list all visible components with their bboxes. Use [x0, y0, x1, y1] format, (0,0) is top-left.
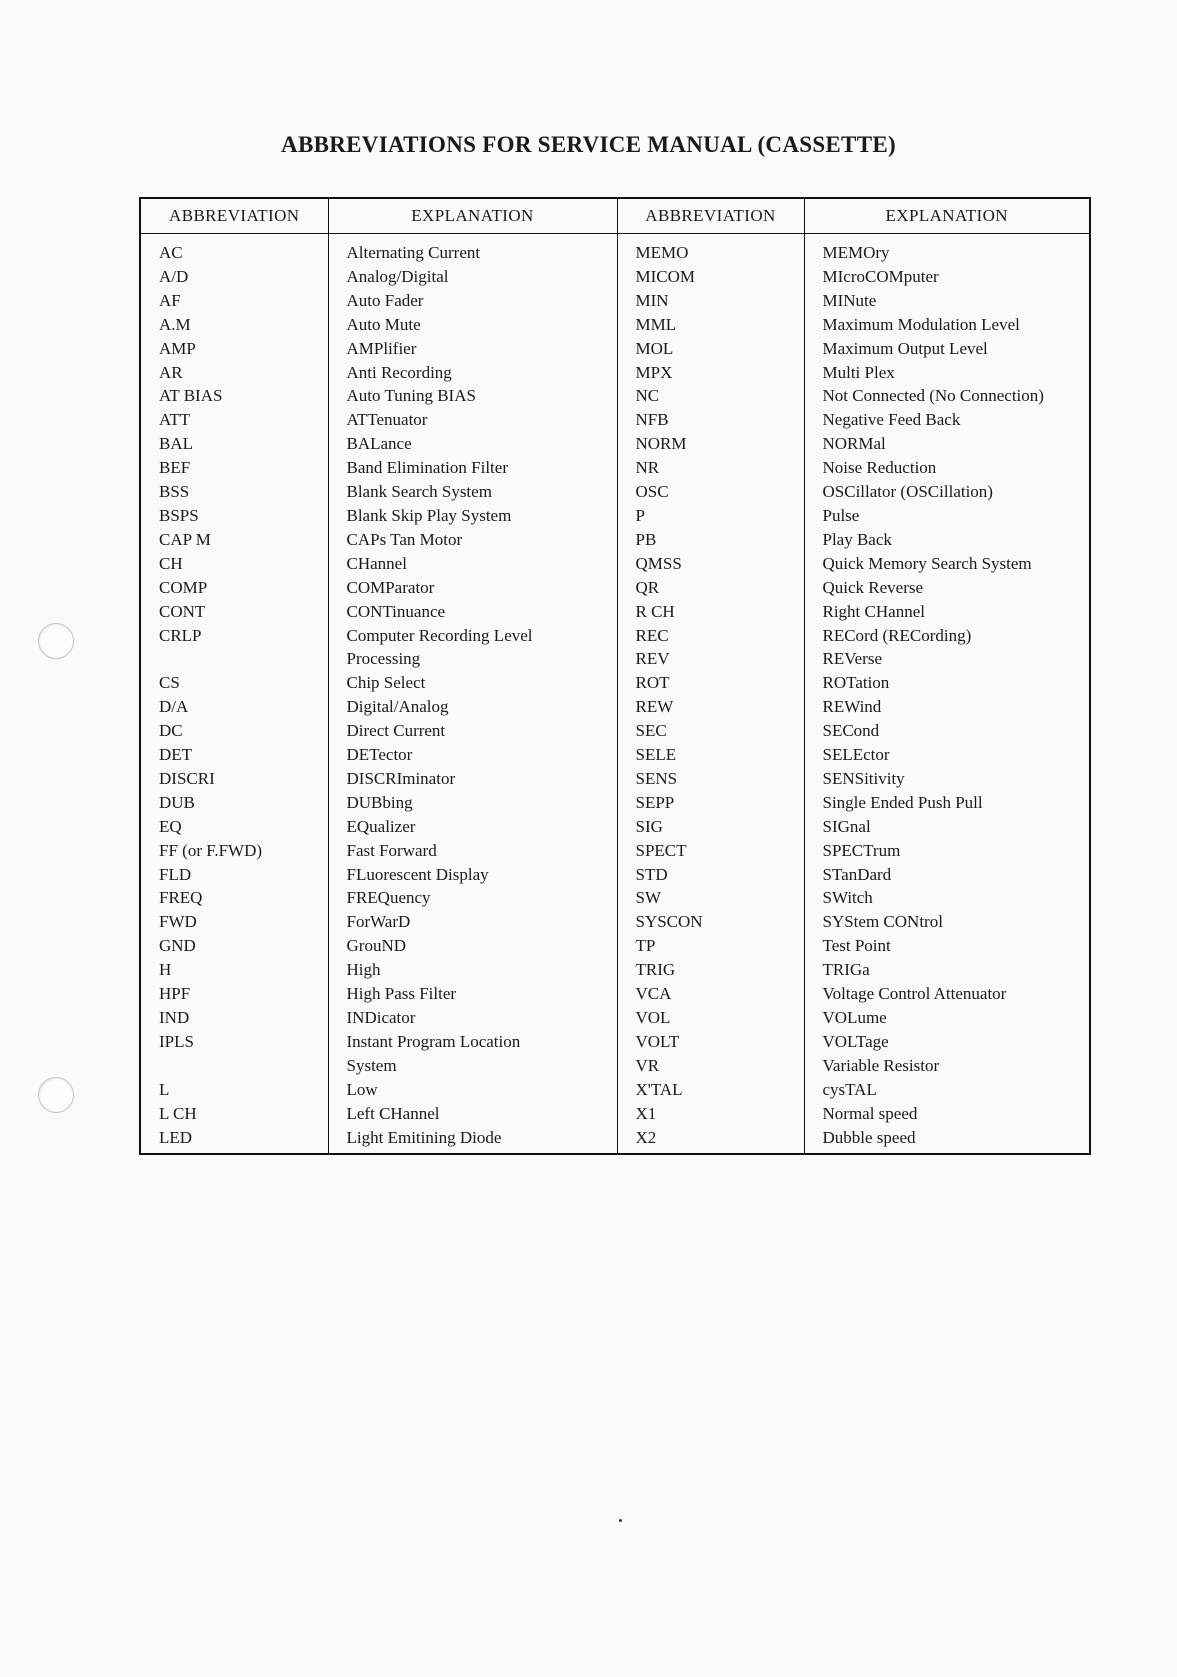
explanation-cell: FREQuency	[328, 886, 617, 910]
explanation-cell: COMParator	[328, 576, 617, 600]
table-row	[140, 1126, 1090, 1155]
explanation-cell: ROTation	[804, 671, 1090, 695]
abbreviation-cell: MICOM	[617, 265, 804, 289]
explanation-cell: MIcroCOMputer	[804, 265, 1090, 289]
explanation-cell: SECond	[804, 719, 1090, 743]
table-row	[140, 289, 1090, 313]
table-row	[140, 1078, 1090, 1102]
abbreviation-cell: CRLP	[159, 625, 202, 645]
abbreviation-cell: TP	[617, 934, 804, 958]
abbreviation-cell: X1	[617, 1102, 804, 1126]
explanation-cell: Auto Tuning BIAS	[328, 384, 617, 408]
explanation-cell: Quick Memory Search System	[804, 552, 1090, 576]
abbreviation-cell: BAL	[159, 434, 193, 454]
abbreviation-cell: DUB	[159, 792, 195, 812]
abbreviation-cell: VR	[617, 1054, 804, 1078]
table-row	[140, 456, 1090, 480]
explanation-cell: Pulse	[804, 504, 1090, 528]
table-row	[140, 767, 1090, 791]
table-row	[140, 791, 1090, 815]
explanation-cell: Band Elimination Filter	[328, 456, 617, 480]
table-row	[140, 743, 1090, 767]
explanation-cell: Normal speed	[804, 1102, 1090, 1126]
explanation-cell: VOLTage	[804, 1030, 1090, 1054]
explanation-cell: Quick Reverse	[804, 576, 1090, 600]
abbreviation-cell: NFB	[617, 408, 804, 432]
table-row	[140, 313, 1090, 337]
explanation-cell: Instant Program Location	[328, 1030, 617, 1054]
abbreviation-cell: SEPP	[617, 791, 804, 815]
abbreviation-cell: MML	[617, 313, 804, 337]
table-row	[140, 910, 1090, 934]
abbreviation-cell: ROT	[617, 671, 804, 695]
table-row	[140, 1030, 1090, 1054]
table-row	[140, 1102, 1090, 1126]
explanation-cell: Chip Select	[328, 671, 617, 695]
abbreviation-cell: BSPS	[159, 505, 199, 525]
abbreviation-cell: FLD	[159, 864, 192, 884]
explanation-cell: RECord (RECording)	[804, 624, 1090, 648]
table-row	[140, 384, 1090, 408]
abbreviation-cell	[140, 1054, 328, 1078]
explanation-cell: Digital/Analog	[328, 695, 617, 719]
explanation-cell: Play Back	[804, 528, 1090, 552]
explanation-cell: Single Ended Push Pull	[804, 791, 1090, 815]
abbreviation-cell	[140, 647, 328, 671]
table-row	[140, 234, 1090, 265]
abbreviation-cell: SEC	[617, 719, 804, 743]
explanation-cell: Fast Forward	[328, 839, 617, 863]
abbreviation-cell: A/D	[159, 266, 189, 286]
abbreviation-cell: COMP	[159, 577, 208, 597]
abbreviation-cell: OSC	[617, 480, 804, 504]
table-row	[140, 719, 1090, 743]
abbreviation-cell: PB	[617, 528, 804, 552]
abbreviation-cell: REV	[617, 647, 804, 671]
explanation-cell: STanDard	[804, 863, 1090, 887]
explanation-cell: Analog/Digital	[328, 265, 617, 289]
table-row	[140, 600, 1090, 624]
table-row	[140, 504, 1090, 528]
table-row	[140, 958, 1090, 982]
header-abbreviation-right: ABBREVIATION	[617, 198, 804, 234]
explanation-cell: Dubble speed	[804, 1126, 1090, 1155]
abbreviation-cell: BSS	[159, 482, 190, 502]
abbreviation-cell: CS	[159, 673, 180, 693]
table-row	[140, 408, 1090, 432]
punch-hole-bottom	[38, 1077, 74, 1113]
explanation-cell: AMPlifier	[328, 337, 617, 361]
explanation-cell: Direct Current	[328, 719, 617, 743]
explanation-cell: INDicator	[328, 1006, 617, 1030]
abbreviation-cell: CH	[159, 553, 183, 573]
explanation-cell: SPECTrum	[804, 839, 1090, 863]
abbreviation-cell: NR	[617, 456, 804, 480]
abbreviation-cell: FF (or F.FWD)	[159, 840, 263, 860]
abbreviation-cell: X2	[617, 1126, 804, 1155]
explanation-cell: Maximum Output Level	[804, 337, 1090, 361]
abbreviation-cell: AC	[159, 243, 183, 262]
explanation-cell: DISCRIminator	[328, 767, 617, 791]
header-abbreviation-left: ABBREVIATION	[140, 198, 328, 234]
explanation-cell: Blank Search System	[328, 480, 617, 504]
table-row	[140, 624, 1090, 648]
abbreviation-cell: REC	[617, 624, 804, 648]
abbreviation-cell: FWD	[159, 912, 197, 932]
table-row	[140, 695, 1090, 719]
table-row	[140, 265, 1090, 289]
abbreviation-cell: CAP M	[159, 529, 211, 549]
explanation-cell: VOLume	[804, 1006, 1090, 1030]
abbreviation-cell: R CH	[617, 600, 804, 624]
abbreviation-cell: P	[617, 504, 804, 528]
abbreviation-cell: IPLS	[159, 1031, 194, 1051]
punch-hole-top	[38, 623, 74, 659]
header-explanation-left: EXPLANATION	[328, 198, 617, 234]
explanation-cell: CAPs Tan Motor	[328, 528, 617, 552]
explanation-cell: DUBbing	[328, 791, 617, 815]
abbreviation-cell: VOL	[617, 1006, 804, 1030]
abbreviation-cell: ATT	[159, 410, 191, 430]
abbreviation-cell: AT BIAS	[159, 386, 223, 406]
abbreviation-cell: MPX	[617, 361, 804, 385]
header-explanation-right: EXPLANATION	[804, 198, 1090, 234]
explanation-cell: Alternating Current	[328, 234, 617, 265]
table-row	[140, 576, 1090, 600]
abbreviation-cell: TRIG	[617, 958, 804, 982]
abbreviation-cell: SW	[617, 886, 804, 910]
abbreviation-cell: AMP	[159, 338, 196, 358]
explanation-cell: CHannel	[328, 552, 617, 576]
explanation-cell: Blank Skip Play System	[328, 504, 617, 528]
abbreviation-cell: MIN	[617, 289, 804, 313]
explanation-cell: Processing	[328, 647, 617, 671]
explanation-cell: SWitch	[804, 886, 1090, 910]
explanation-cell: Voltage Control Attenuator	[804, 982, 1090, 1006]
explanation-cell: REVerse	[804, 647, 1090, 671]
explanation-cell: SELEctor	[804, 743, 1090, 767]
abbreviation-cell: X'TAL	[617, 1078, 804, 1102]
explanation-cell: cysTAL	[804, 1078, 1090, 1102]
abbreviation-cell: MEMO	[617, 234, 804, 265]
abbreviation-cell: NORM	[617, 432, 804, 456]
explanation-cell: Test Point	[804, 934, 1090, 958]
abbreviation-cell: MOL	[617, 337, 804, 361]
abbreviation-cell: H	[159, 960, 172, 980]
explanation-cell: Light Emitining Diode	[328, 1126, 617, 1155]
abbreviation-cell: SPECT	[617, 839, 804, 863]
abbreviation-cell: L	[159, 1079, 170, 1099]
abbreviation-cell: VCA	[617, 982, 804, 1006]
table-row	[140, 886, 1090, 910]
explanation-cell: NORMal	[804, 432, 1090, 456]
explanation-cell: EQualizer	[328, 815, 617, 839]
table-header-row	[140, 198, 1090, 234]
abbreviation-cell: SELE	[617, 743, 804, 767]
abbreviation-cell: SYSCON	[617, 910, 804, 934]
explanation-cell: Not Connected (No Connection)	[804, 384, 1090, 408]
abbreviation-cell: A.M	[159, 314, 191, 334]
table-row	[140, 863, 1090, 887]
table-row	[140, 528, 1090, 552]
explanation-cell: Variable Resistor	[804, 1054, 1090, 1078]
abbreviation-cell: NC	[617, 384, 804, 408]
abbreviation-cell: SIG	[617, 815, 804, 839]
explanation-cell: High Pass Filter	[328, 982, 617, 1006]
page-title: ABBREVIATIONS FOR SERVICE MANUAL (CASSETTE)	[281, 132, 896, 157]
explanation-cell: Auto Fader	[328, 289, 617, 313]
abbreviation-cell: DC	[159, 721, 183, 741]
explanation-cell: Auto Mute	[328, 313, 617, 337]
explanation-cell: Low	[328, 1078, 617, 1102]
abbreviation-cell: SENS	[617, 767, 804, 791]
explanation-cell: Left CHannel	[328, 1102, 617, 1126]
explanation-cell: Computer Recording Level	[328, 624, 617, 648]
abbreviation-cell: CONT	[159, 601, 206, 621]
explanation-cell: BALance	[328, 432, 617, 456]
explanation-cell: Maximum Modulation Level	[804, 313, 1090, 337]
explanation-cell: Anti Recording	[328, 361, 617, 385]
explanation-cell: Noise Reduction	[804, 456, 1090, 480]
table-row	[140, 815, 1090, 839]
table-row	[140, 552, 1090, 576]
table-row	[140, 1054, 1090, 1078]
abbreviation-cell: LED	[159, 1127, 193, 1147]
abbreviation-cell: AR	[159, 362, 183, 382]
explanation-cell: GrouND	[328, 934, 617, 958]
explanation-cell: SIGnal	[804, 815, 1090, 839]
abbreviation-cell: HPF	[159, 984, 191, 1004]
explanation-cell: Negative Feed Back	[804, 408, 1090, 432]
explanation-cell: FLuorescent Display	[328, 863, 617, 887]
explanation-cell: SYStem CONtrol	[804, 910, 1090, 934]
abbreviation-table	[139, 197, 1091, 1155]
explanation-cell: System	[328, 1054, 617, 1078]
explanation-cell: TRIGa	[804, 958, 1090, 982]
table-row	[140, 934, 1090, 958]
explanation-cell: OSCillator (OSCillation)	[804, 480, 1090, 504]
explanation-cell: CONTinuance	[328, 600, 617, 624]
abbreviation-cell: DET	[159, 745, 193, 765]
abbreviation-cell: IND	[159, 1008, 190, 1027]
abbreviation-cell: STD	[617, 863, 804, 887]
table-row	[140, 480, 1090, 504]
abbreviation-cell: FREQ	[159, 888, 203, 908]
abbreviation-cell: AF	[159, 290, 181, 310]
explanation-cell: MINute	[804, 289, 1090, 313]
stray-dot	[619, 1519, 622, 1522]
abbreviation-cell: GND	[159, 936, 196, 956]
table-row	[140, 337, 1090, 361]
abbreviation-cell: BEF	[159, 458, 191, 478]
table-row	[140, 671, 1090, 695]
table-row	[140, 647, 1090, 671]
abbreviation-cell: QR	[617, 576, 804, 600]
abbreviation-cell: VOLT	[617, 1030, 804, 1054]
abbreviation-cell: EQ	[159, 816, 182, 836]
explanation-cell: SENSitivity	[804, 767, 1090, 791]
explanation-cell: High	[328, 958, 617, 982]
explanation-cell: REWind	[804, 695, 1090, 719]
abbreviation-cell: DISCRI	[159, 768, 215, 788]
explanation-cell: Right CHannel	[804, 600, 1090, 624]
table-row	[140, 432, 1090, 456]
abbreviation-cell: REW	[617, 695, 804, 719]
explanation-cell: ATTenuator	[328, 408, 617, 432]
table-row	[140, 982, 1090, 1006]
explanation-cell: MEMOry	[804, 234, 1090, 265]
abbreviation-cell: D/A	[159, 697, 189, 717]
explanation-cell: ForWarD	[328, 910, 617, 934]
abbreviation-cell: L CH	[159, 1103, 197, 1123]
abbreviation-cell: QMSS	[617, 552, 804, 576]
table-row	[140, 1006, 1090, 1030]
table-row	[140, 361, 1090, 385]
explanation-cell: Multi Plex	[804, 361, 1090, 385]
explanation-cell: DETector	[328, 743, 617, 767]
table-row	[140, 839, 1090, 863]
